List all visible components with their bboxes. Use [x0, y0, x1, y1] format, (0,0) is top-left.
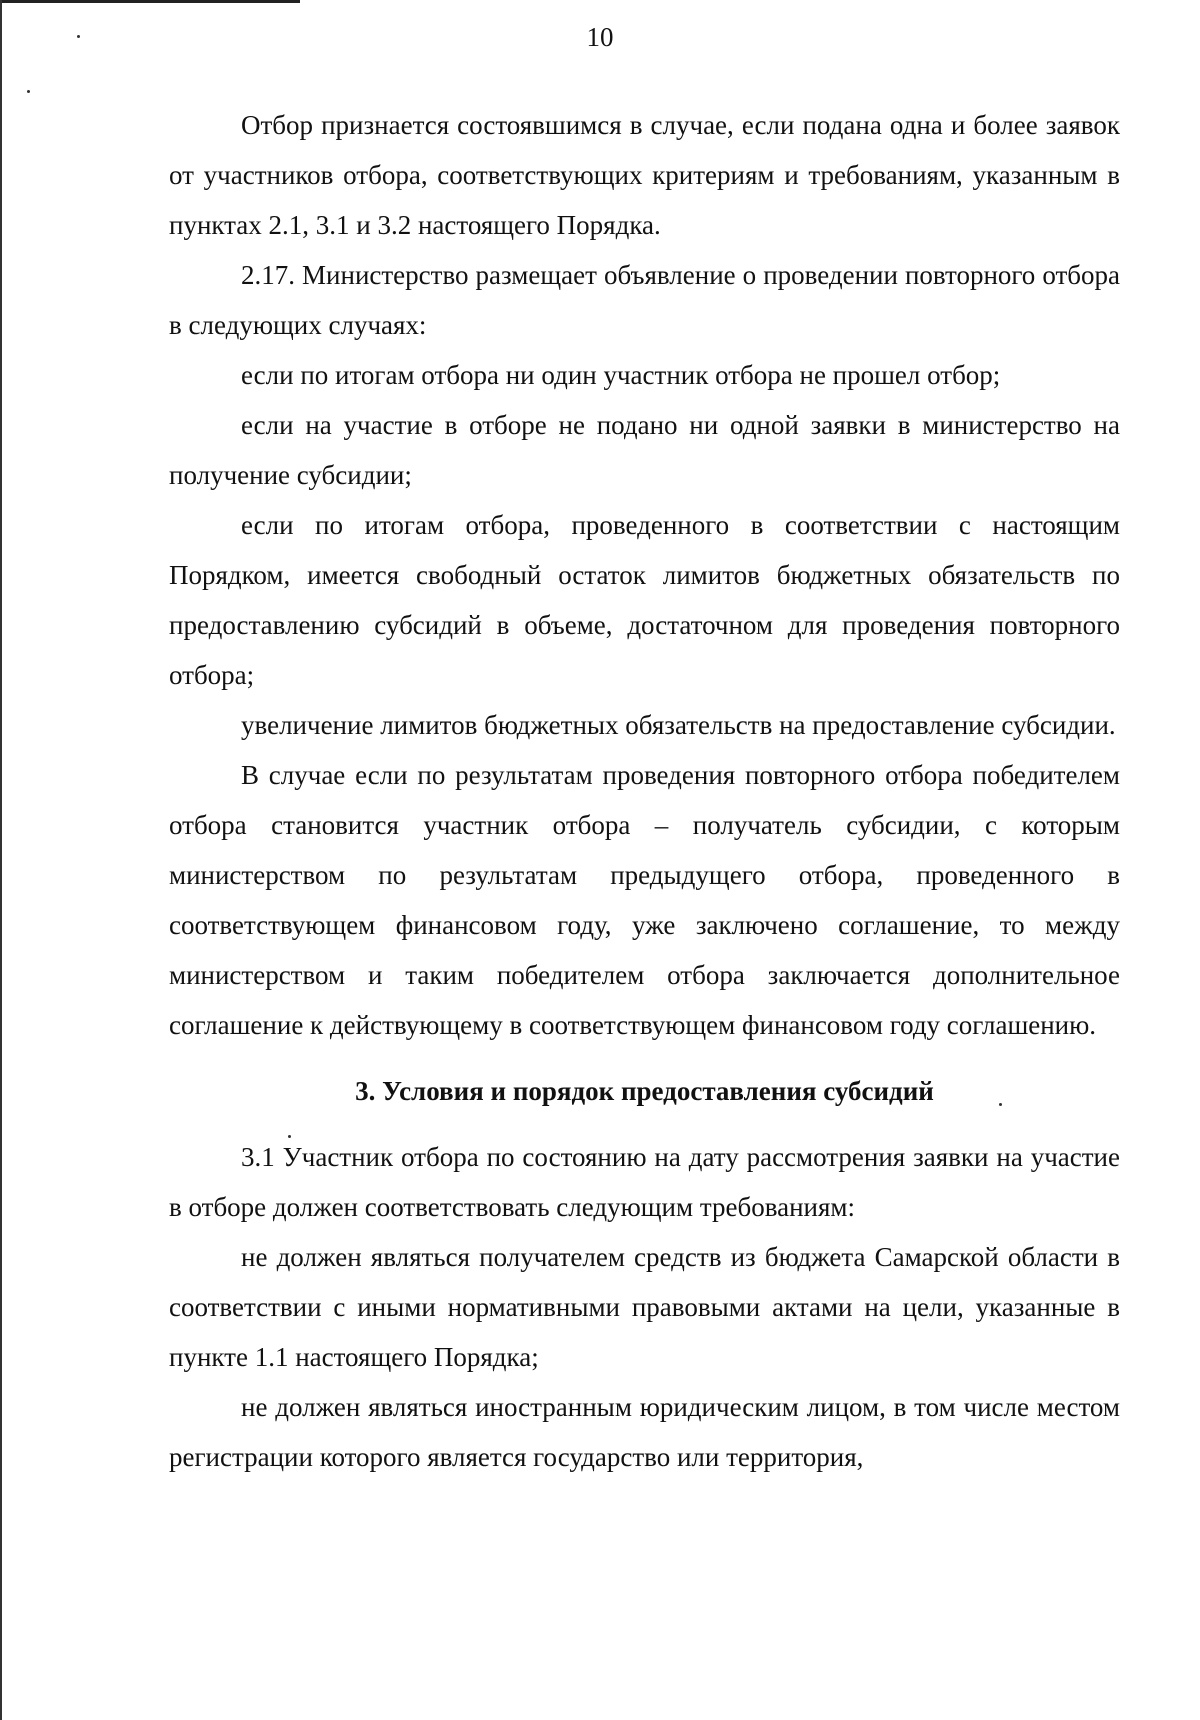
- scan-edge-left: [0, 0, 2, 1720]
- paragraph-2-17: 2.17. Министерство размещает объявление о проведении повторного отбора в следующих случаях:: [169, 260, 1120, 340]
- paragraph-case-limits-increase: увеличение лимитов бюджетных обязательств на предоставление субсидии.: [241, 710, 1116, 740]
- paragraph-requirement-budget: не должен являться получателем средств из бюджета Самарской области в соответствии с иными нормативными правовыми актами на цели, указанные в пункте 1.1 настоящего Порядка;: [169, 1242, 1120, 1372]
- paragraph-case-no-applications: если на участие в отборе не подано ни одной заявки в министерство на получение субсидии;: [169, 410, 1120, 490]
- scan-edge-top: [0, 0, 300, 3]
- paragraph-case-free-limits: если по итогам отбора, проведенного в соответствии с настоящим Порядком, имеется свободный остаток лимитов бюджетных обязательств по предоставлению субсидий в объеме, достаточном для проведения повторного отбора;: [169, 510, 1120, 690]
- paragraph-3-1: 3.1 Участник отбора по состоянию на дату рассмотрения заявки на участие в отборе должен соответствовать следующим требованиям:: [169, 1142, 1120, 1222]
- paragraph-case-no-winner: если по итогам отбора ни один участник отбора не прошел отбор;: [241, 360, 1001, 390]
- paragraph-repeat-winner: В случае если по результатам проведения повторного отбора победителем отбора становится участник отбора – получатель субсидии, с которым министерством по результатам предыдущего отбора, проведенного в соответствующем финансовом году, уже заключено соглашение, то между министерством и таким победителем отбора заключается дополнительное соглашение к действующему в соответствующем финансовом году соглашению.: [169, 760, 1120, 1040]
- document-body: [169, 100, 1120, 1482]
- paragraph-requirement-foreign: не должен являться иностранным юридическим лицом, в том числе местом регистрации которого является государство или территория,: [169, 1392, 1120, 1472]
- section-heading: 3. Условия и порядок предоставления субсидий: [355, 1076, 934, 1106]
- page-number: 10: [586, 22, 614, 52]
- paragraph-selection-valid: Отбор признается состоявшимся в случае, если подана одна и более заявок от участников отбора, соответствующих критериям и требованиям, указанным в пунктах 2.1, 3.1 и 3.2 настоящего Порядка.: [169, 110, 1120, 240]
- scan-speck: [27, 90, 30, 93]
